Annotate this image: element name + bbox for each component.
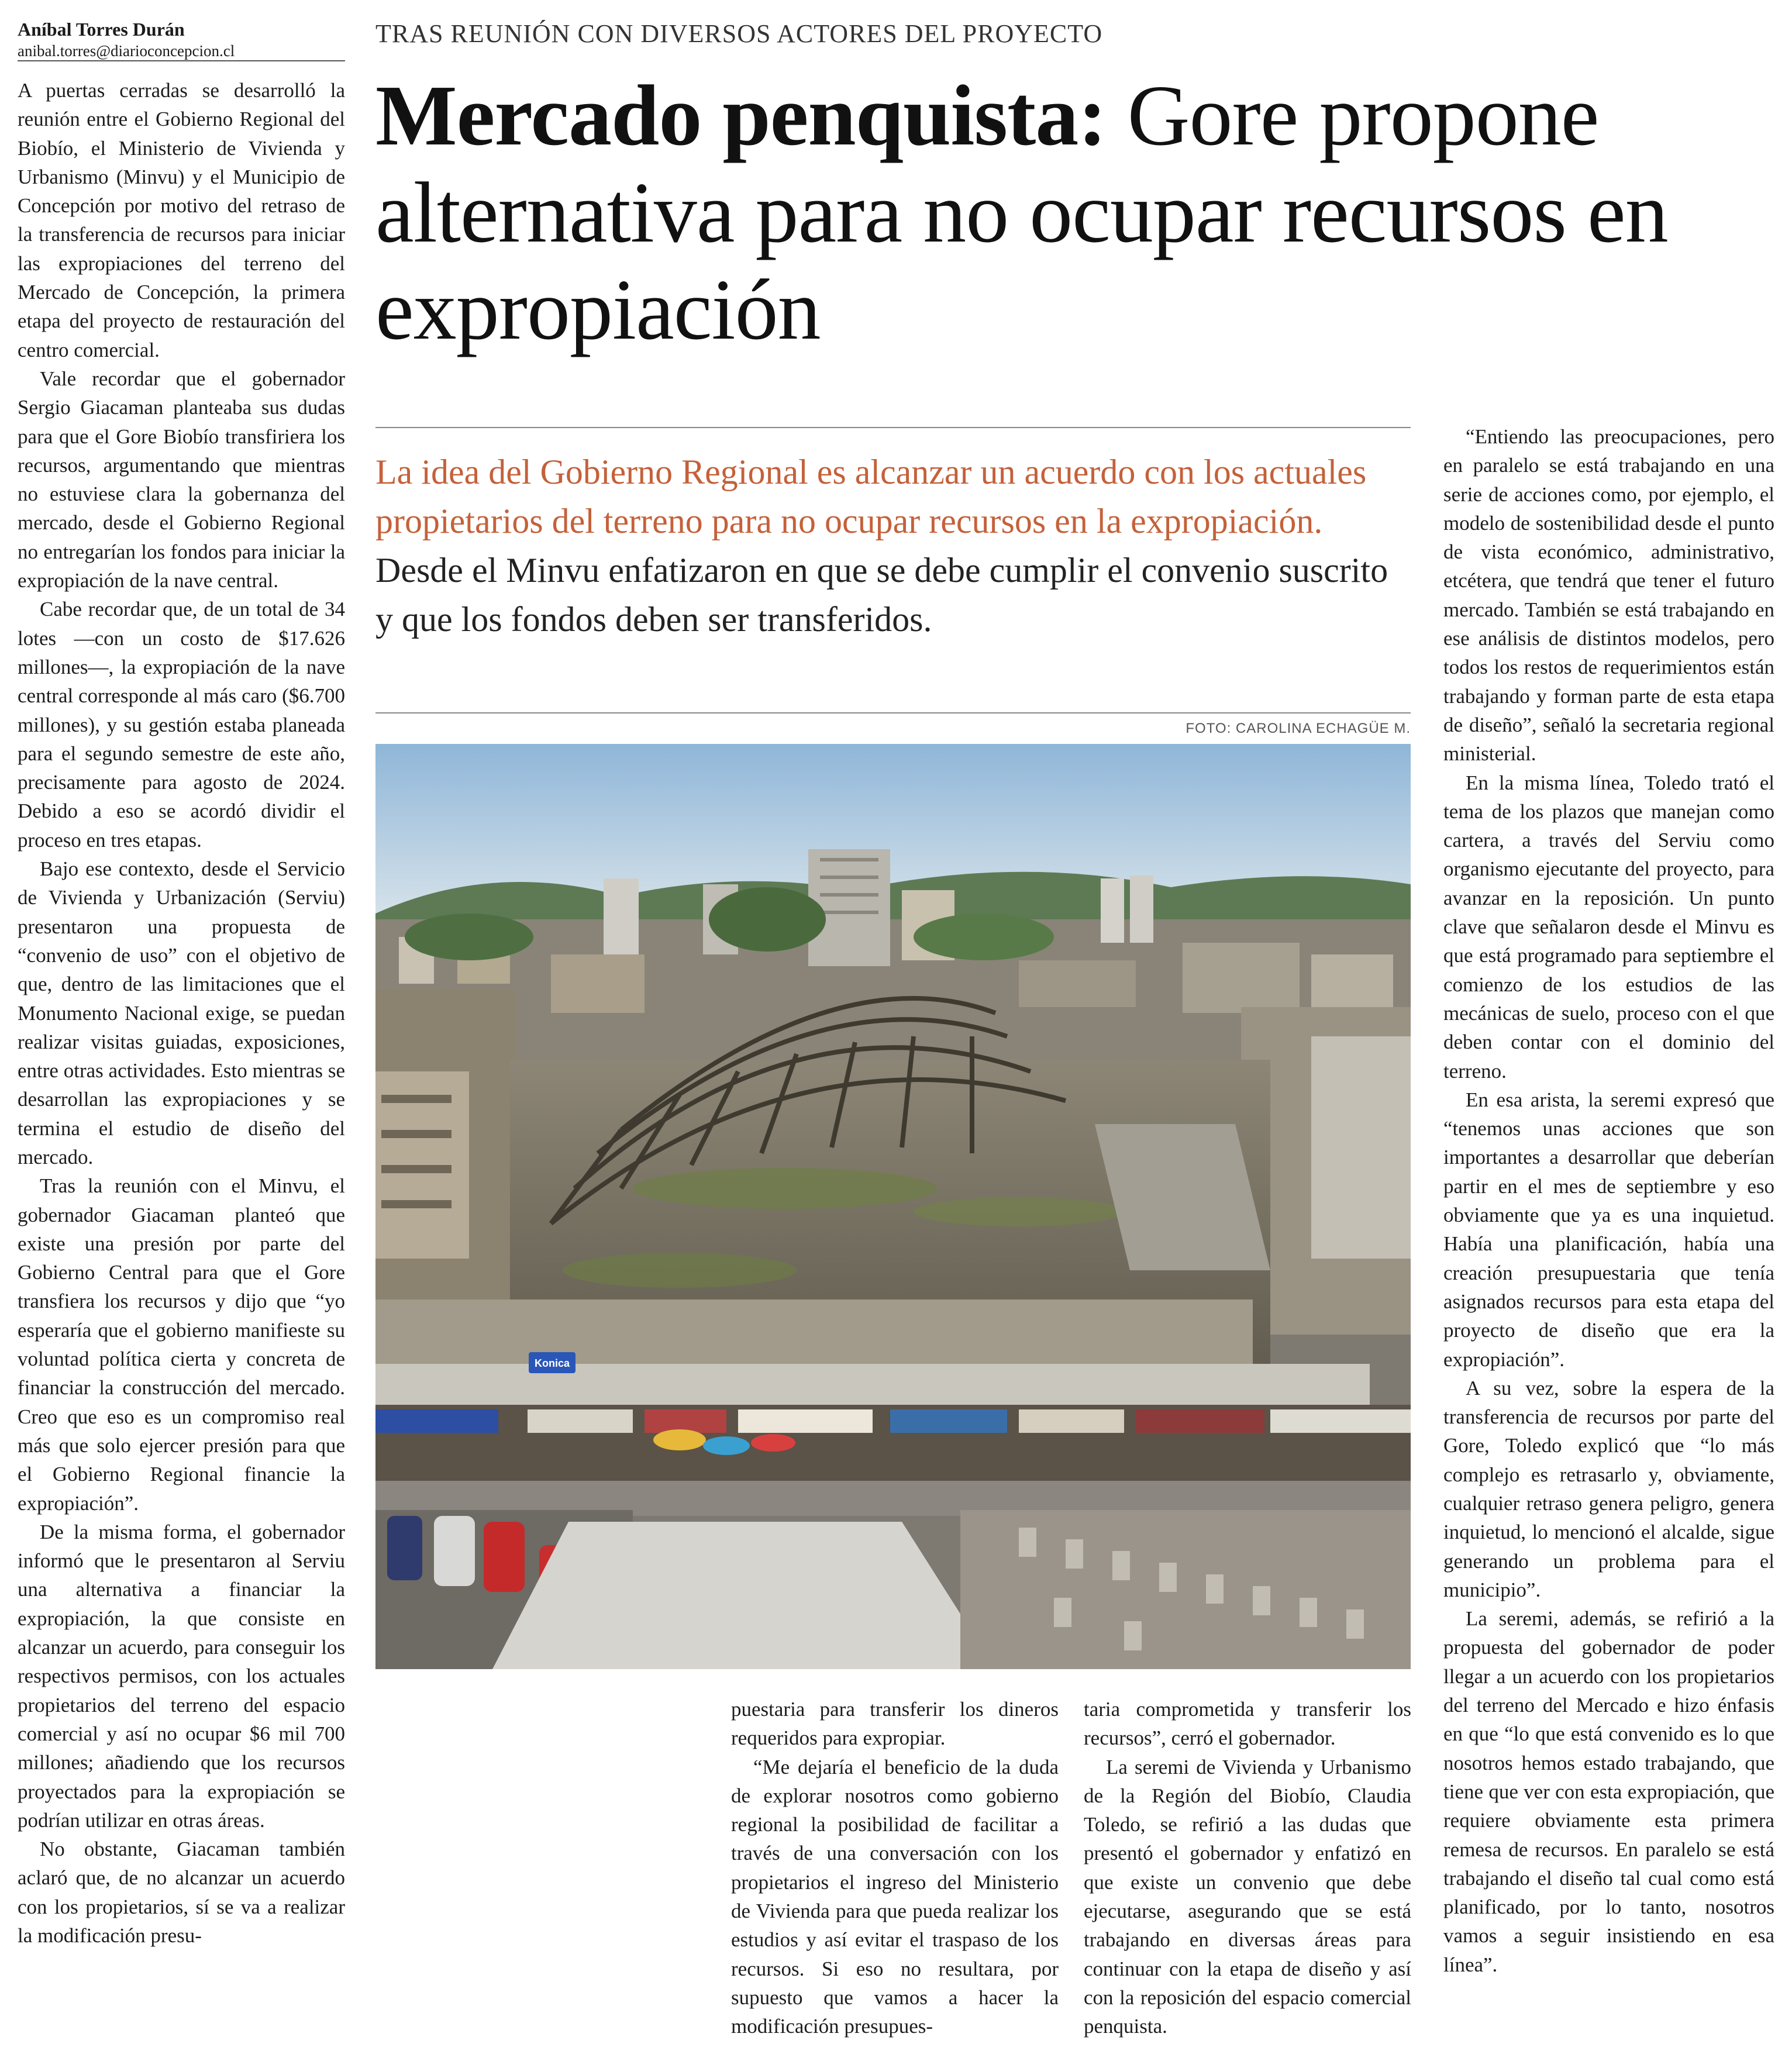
paragraph: En la misma línea, Toledo trató el tema de los plazos que manejan como cartera, a través del Serviu como organismo ejecutante del proyecto, para avanzar en la reposición. Un punto clave que señalaron desde el Minvu es que está programado para septiembre el comienzo de los estudios de las mecánicas de suelo, proceso con el que deben contar con el dominio del terreno. [1443, 771, 1774, 1083]
headline [375, 67, 1779, 359]
photo-credit: FOTO: CAROLINA ECHAGÜE M. [1186, 721, 1411, 736]
paragraph: La seremi, además, se refirió a la propuesta del gobernador de poder llegar a un acuerdo con los propietarios del terreno del Mercado e hizo énfasis en que “lo que está convenido es lo que nosotros hemos estado trabajando, que tiene que ver con esta expropiación, que requiere obviamente esta primera remesa de recursos. En paralelo se está trabajando el diseño tal cual como está planificado, por lo tanto, nosotros vamos a seguir insistiendo en esa línea”. [1443, 1607, 1774, 1976]
paragraph: Vale recordar que el gobernador Sergio Giacaman planteaba sus dudas para que el Gore Biobío transfiriera los recursos, argumentando que mientras no estuviese clara la gobernanza del mercado, desde el Gobierno Regional no entregarían los fondos para iniciar la expropiación de la nave central. [18, 367, 345, 592]
paragraph: En esa arista, la seremi expresó que “tenemos unas acciones que son importantes a desarrollar que deberían partir en el mes de septiembre y eso obviamente que ya es una inquietud. Había una planificación, había una creación presupuestaria que tenía asignados recursos para esta etapa del proyecto de diseño que era la expropiación”. [1443, 1088, 1774, 1371]
market-aerial-illustration [375, 744, 1411, 1669]
kicker: TRAS REUNIÓN CON DIVERSOS ACTORES DEL PROYECTO [375, 19, 1103, 48]
paragraph: La seremi de Vivienda y Urbanismo de la Región del Biobío, Claudia Toledo, se refirió a las dudas que presentó el gobernador y enfatizó en que existe un convenio que debe ejecutarse, asegurando que se está trabajando en diversas áreas para continuar con la etapa de diseño y así con la reposición del espacio comercial penquista. [1084, 1755, 1411, 2038]
author-email[interactable]: anibal.torres@diarioconcepcion.cl [18, 42, 235, 60]
article-column-3 [731, 1695, 1059, 2041]
paragraph: puestaria para transferir los dineros requeridos para expropiar. [731, 1698, 1059, 1750]
deck-divider-top [375, 427, 1411, 428]
author-name: Aníbal Torres Durán [18, 19, 185, 40]
headline-rest: Gore propone alternativa para no ocupar recursos en expropiación [375, 68, 1668, 358]
konica-sign: Konica [534, 1357, 570, 1369]
deck-divider-bottom [375, 712, 1411, 714]
paragraph: No obstante, Giacaman también aclaró que, de no alcanzar un acuerdo con los propietarios, sí se va a realizar la modificación presu- [18, 1838, 345, 1947]
paragraph: Bajo ese contexto, desde el Servicio de Vivienda y Urbanización (Serviu) presentaron una propuesta de “convenio de uso” con el objetivo de que, dentro de las limitaciones que el Monumento Nacional exige, se puedan realizar visitas guiadas, exposiciones, entre otras actividades. Esto mientras se desarrollan las expropiaciones y se termina el estudio de diseño del mercado. [18, 857, 345, 1169]
paragraph: taria comprometida y transferir los recursos”, cerró el gobernador. [1084, 1698, 1411, 1750]
deck-rest: Desde el Minvu enfatizaron en que se debe cumplir el convenio suscrito y que los fondos deben ser transferidos. [375, 551, 1388, 639]
paragraph: A su vez, sobre la espera de la transferencia de recursos por parte del Gore, Toledo explicó que “lo más complejo es retrasarlo y, obviamente, cualquier retraso genera peligro, genera inquietud, lo mencionó el alcalde, sigue generando un problema para el municipio”. [1443, 1376, 1774, 1601]
byline-divider [18, 60, 345, 61]
paragraph: Tras la reunión con el Minvu, el gobernador Giacaman planteó que existe una presión por parte del Gobierno Central para que el Gore transfiera los recursos y dijo que “yo esperaría que el gobierno manifieste su voluntad política cierta y concreta de financiar la construcción del mercado. Creo que eso es un compromiso real más que solo ejercer presión para que el Gobierno Regional financie la expropiación”. [18, 1174, 345, 1515]
deck-accent: La idea del Gobierno Regional es alcanzar un acuerdo con los actuales propietarios del terreno para no ocupar recursos en la expropiación. [375, 453, 1367, 540]
paragraph: “Entiendo las preocupaciones, pero en paralelo se está trabajando en una serie de acciones como, por ejemplo, el modelo de sostenibilidad desde el punto de vista económico, administrativo, etcétera, que tendrá que tener el futuro mercado. También se está trabajando en ese análisis de distintos modelos, pero todos los restos de requerimientos están trabajando y forman parte de esta etapa de diseño”, señaló la secretaria regional ministerial. [1443, 425, 1774, 766]
paragraph: A puertas cerradas se desarrolló la reunión entre el Gobierno Regional del Biobío, el Ministerio de Vivienda y Urbanismo (Minvu) y el Municipio de Concepción por motivo del retraso de la transferencia de recursos para iniciar las expropiaciones del terreno del Mercado de Concepción, la primera etapa del proyecto de restauración del centro comercial. [18, 79, 345, 361]
paragraph: De la misma forma, el gobernador informó que le presentaron al Serviu una alternativa a financiar la expropiación, la que consiste en alcanzar un acuerdo, para conseguir los respectivos permisos, con los actuales propietarios del terreno del espacio comercial y así no ocupar $6 mil 700 millones; añadiendo que los recursos proyectados para la expropiación se podrían utilizar en otras áreas. [18, 1520, 345, 1832]
article-column-5 [1443, 422, 1774, 1979]
market-aerial-photo [375, 744, 1411, 1669]
paragraph: Cabe recordar que, de un total de 34 lotes —con un costo de $17.626 millones—, la expropiación de la nave central corresponde al más caro ($6.700 millones), y su gestión estaba planeada para el segundo semestre de este año, precisamente para agosto de 2024. Debido a eso se acordó dividir el proceso en tres etapas. [18, 598, 345, 852]
byline [18, 18, 345, 61]
article-column-4 [1084, 1695, 1411, 2041]
paragraph: “Me dejaría el beneficio de la duda de explorar nosotros como gobierno regional la posibilidad de facilitar a través de una conversación con los propietarios el ingreso del Ministerio de Vivienda para que pueda realizar los estudios y así evitar el traspaso de los recursos. Si eso no resultara, por supuesto que vamos a hacer la modificación presupues- [731, 1755, 1059, 2038]
article-column-1 [18, 76, 345, 1950]
headline-bold: Mercado penquista: [375, 68, 1107, 164]
deck [375, 447, 1411, 644]
